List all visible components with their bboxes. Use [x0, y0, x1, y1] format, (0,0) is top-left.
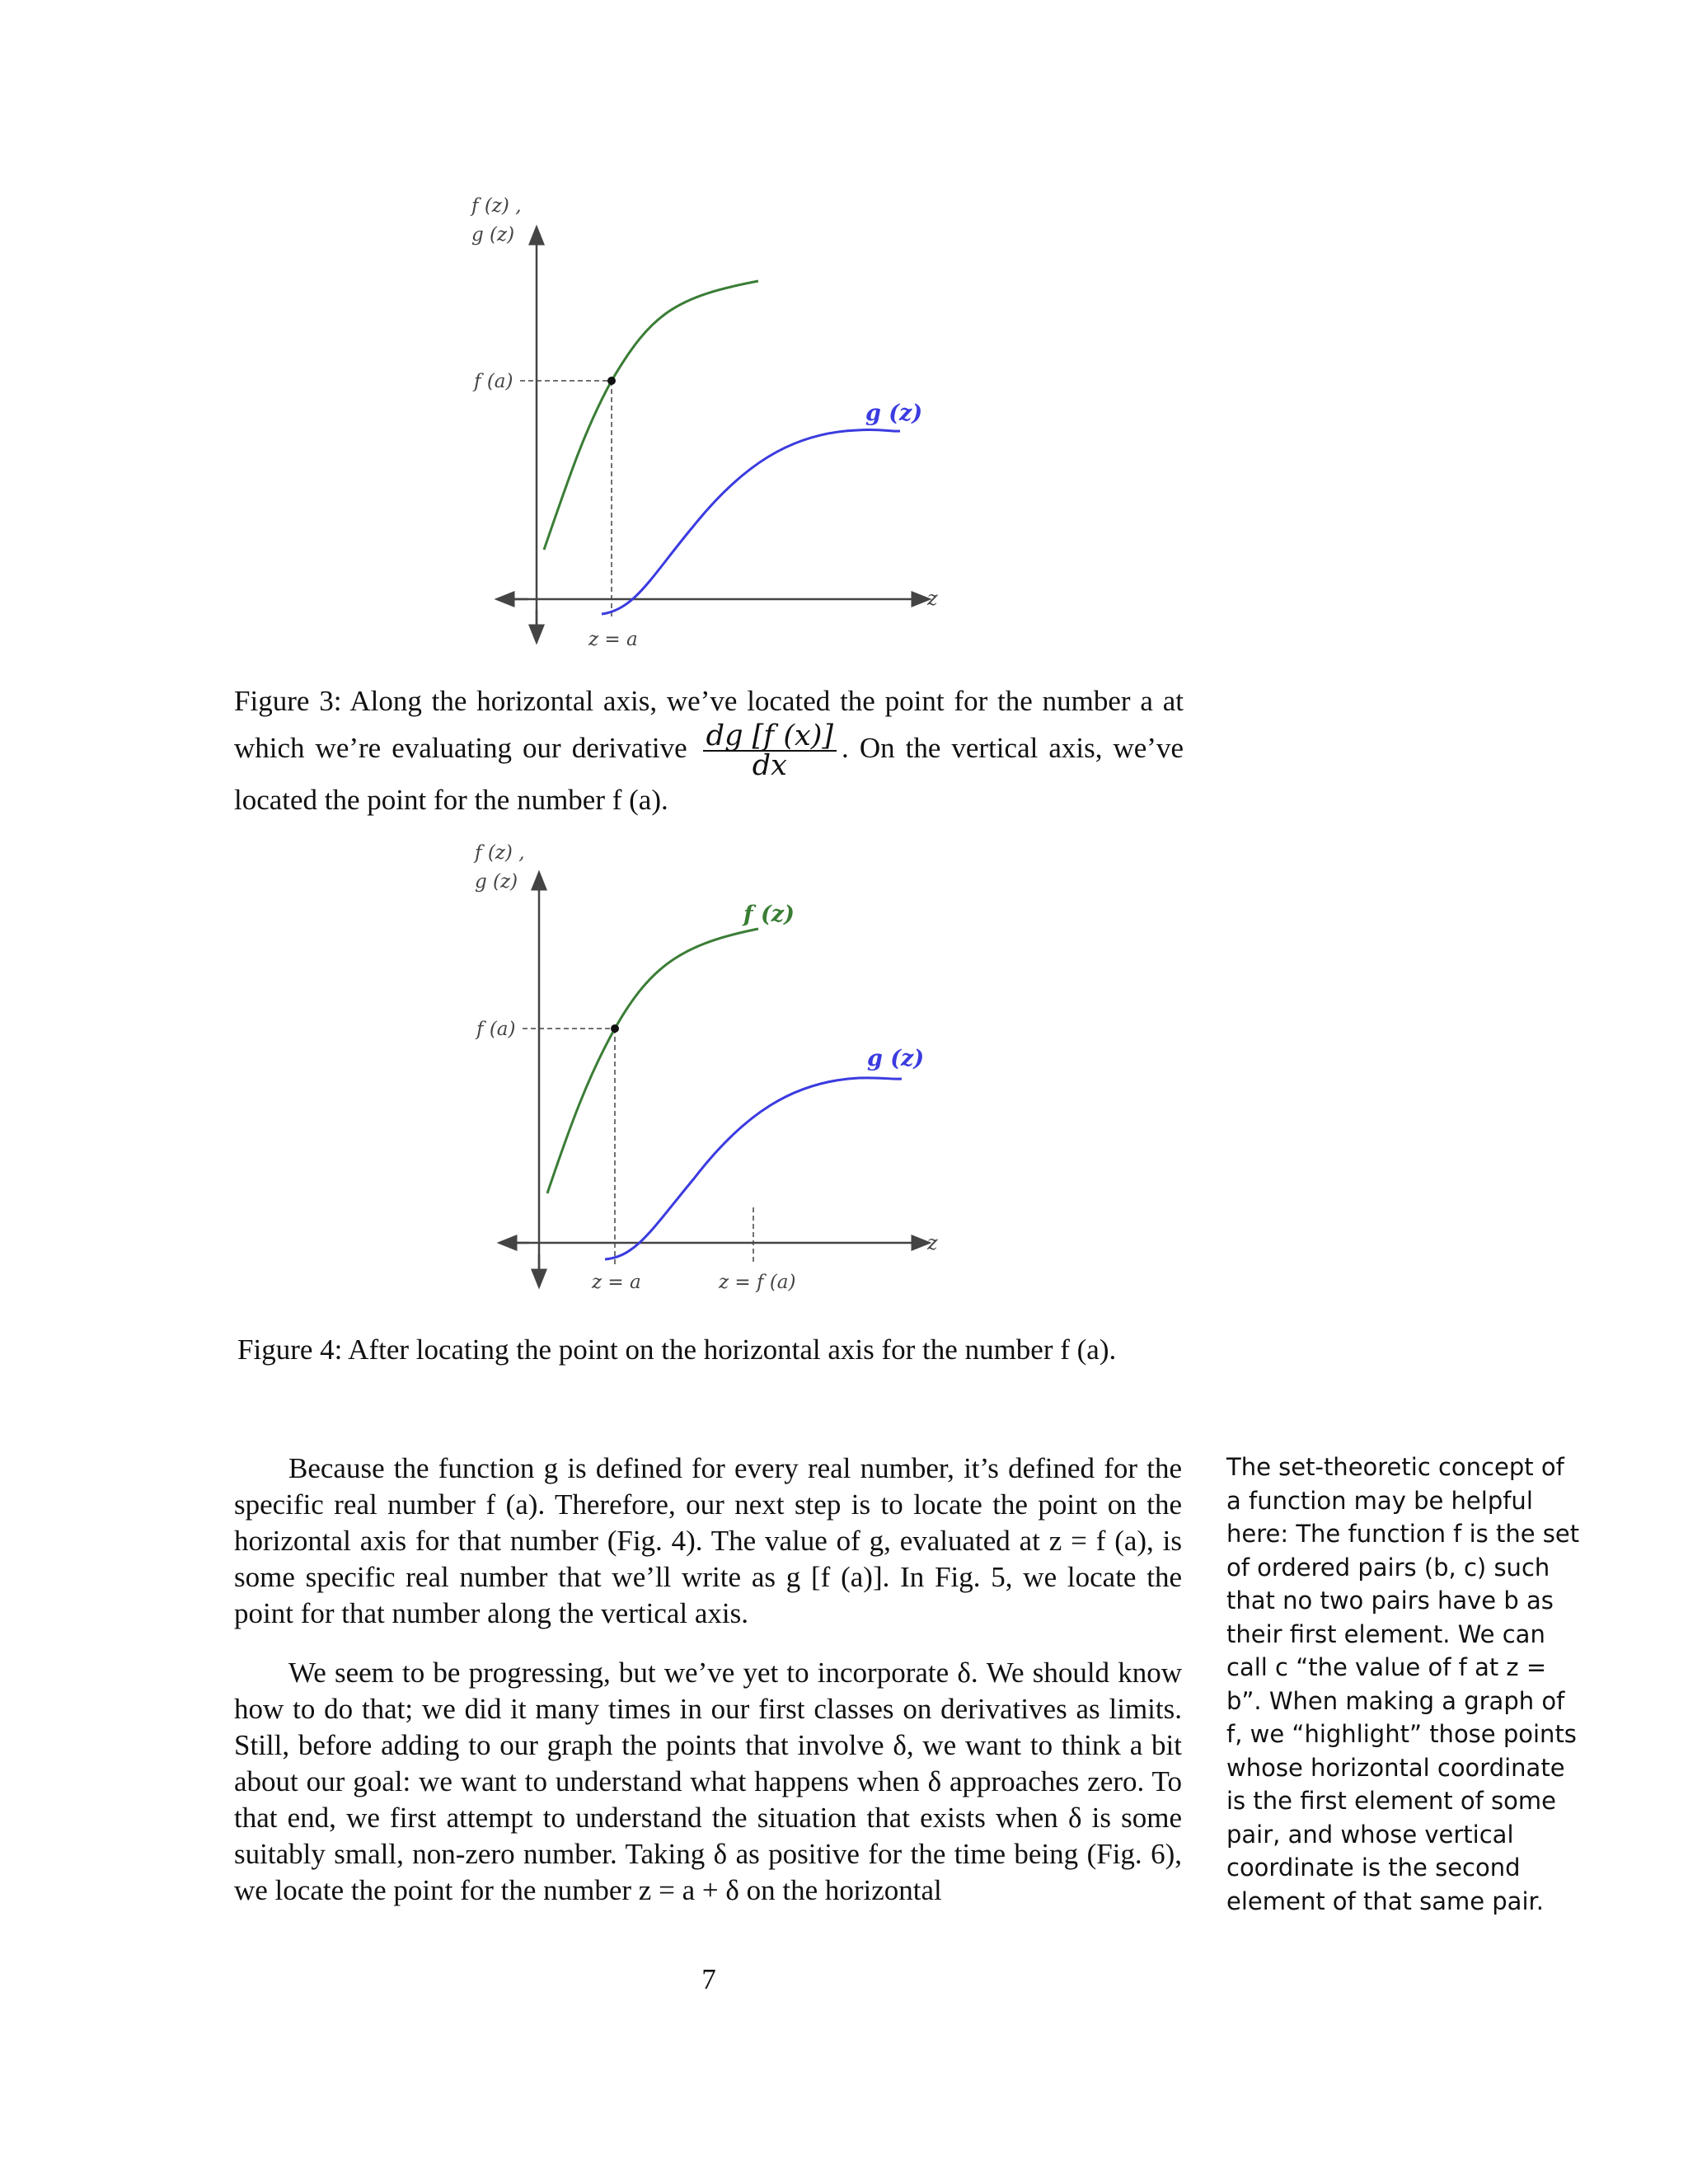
curve-label-f: f (z) — [743, 902, 795, 927]
y-axis-label-line2: g (z) — [475, 871, 518, 893]
f-curve — [547, 929, 758, 1193]
page-number: 7 — [701, 1963, 716, 1995]
point-a-fa — [611, 1024, 619, 1033]
tick-label-z-equals-fa: z = f (a) — [719, 1272, 796, 1293]
caption-3-part1: Figure 3: Along the horizontal axis, we’ve located the point for the number a at which we’re evaluating our derivative — [234, 685, 1184, 765]
caption-4-text: Figure 4: After locating the point on the horizontal axis for the number f (a). — [237, 1333, 1117, 1366]
tick-label-fa: f (a) — [474, 371, 513, 392]
tick-label-fa: f (a) — [476, 1019, 516, 1040]
y-axis-label-line1: f (z) , — [471, 195, 522, 217]
y-axis-label-line1: f (z) , — [475, 842, 525, 864]
x-axis-label: z — [927, 587, 938, 610]
paragraph-2: We seem to be progressing, but we’ve yet to incorporate δ. We should know how to do that; we did it many times in our first classes on derivatives as limits. Still, before adding to our graph the points that involve δ, we want to think a bit about our goal: we want to understand what happens when δ approaches zero. To that end, we first attempt to understand the situation that exists when δ is some suitably small, non-zero number. Taking δ as positive for the time being (Fig. 6), we locate the point for the number z = a + δ on the horizontal — [234, 1657, 1182, 1906]
fraction-denominator: dx — [752, 749, 787, 782]
tick-label-z-equals-a: z = a — [592, 1272, 641, 1293]
curve-label-g: g (z) — [867, 1046, 925, 1071]
figure-4-caption — [237, 1329, 1187, 1371]
tick-label-z-equals-a: z = a — [588, 629, 638, 650]
y-axis-label-line2: g (z) — [471, 224, 515, 246]
x-axis-label: z — [927, 1231, 938, 1254]
caption-3-part2: . On the vertical axis, we’ve located the point for the number f (a). — [234, 732, 1184, 816]
margin-note-text: The set-theoretic concept of a function may be helpful here: The function f is the set of ordered pairs (b, c) such that no two pairs have b as their first element. We can call c “the value of f at z = b”. When making a graph of f, we “highlight” those points whose horizontal coordinate is the first element of some pair, and whose vertical coordinate is the second element of that same pair. — [1226, 1453, 1580, 1915]
margin-note — [1226, 1451, 1581, 1918]
curve-label-g: g (z) — [865, 401, 923, 426]
paragraph-1: Because the function g is defined for every real number, it’s defined for the specific real number f (a). Therefore, our next step is to locate the point on the horizontal axis for that number (Fig. 4). The value of g, evaluated at z = f (a), is some specific real number that we’ll write as g [f (a)]. In Fig. 5, we locate the point for that number along the vertical axis. — [234, 1452, 1182, 1629]
body-text — [234, 1451, 1182, 1932]
g-curve — [605, 1078, 902, 1259]
fraction-numerator: dg [f (x)] — [703, 722, 837, 752]
